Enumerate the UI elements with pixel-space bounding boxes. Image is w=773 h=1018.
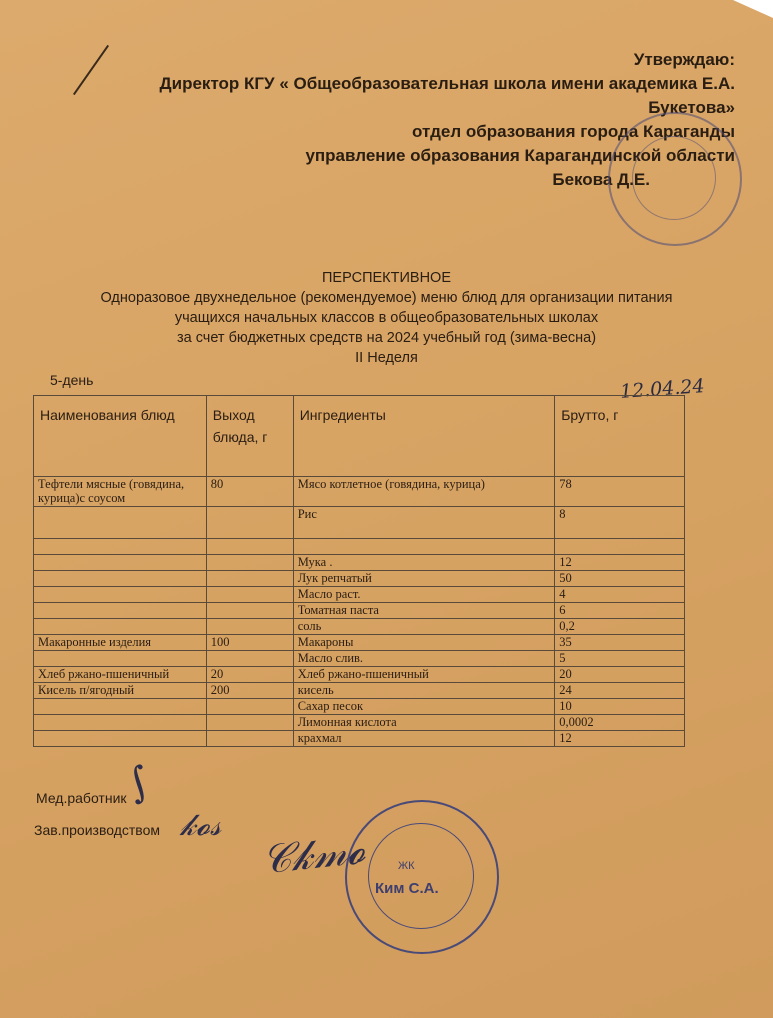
- cell-yield: 200: [206, 683, 293, 699]
- signature-production: 𝓀𝓸𝓈: [180, 808, 222, 843]
- signature-third: 𝒞𝓀𝓂𝓸: [259, 826, 368, 884]
- cell-gross: 20: [555, 667, 685, 683]
- header-dish: Наименования блюд: [34, 396, 207, 477]
- table-row: [34, 555, 685, 571]
- seal-name: Ким С.А.: [375, 880, 439, 897]
- table-row: [34, 477, 685, 507]
- table-row: [34, 699, 685, 715]
- cell-gross: 35: [555, 635, 685, 651]
- cell-dish: Хлеб ржано-пшеничный: [34, 667, 207, 683]
- cell-dish: [34, 699, 207, 715]
- cell-ingredient: Масло слив.: [293, 651, 554, 667]
- cell-gross: 24: [555, 683, 685, 699]
- approval-line: Директор КГУ « Общеобразовательная школа имени академика Е.А.: [159, 74, 735, 93]
- cell-dish: [34, 587, 207, 603]
- cell-ingredient: Лук репчатый: [293, 571, 554, 587]
- cell-ingredient: Лимонная кислота: [293, 715, 554, 731]
- table-row: [34, 603, 685, 619]
- cell-yield: [206, 651, 293, 667]
- cell-gross: 12: [555, 731, 685, 747]
- table-row: [34, 667, 685, 683]
- menu-table: [33, 395, 685, 747]
- production-head-label: Зав.производством: [34, 822, 160, 838]
- cell-ingredient: Сахар песок: [293, 699, 554, 715]
- table-row: [34, 507, 685, 539]
- cell-gross: 78: [555, 477, 685, 507]
- approval-line: Бекова Д.Е.: [552, 170, 650, 189]
- cell-yield: [206, 539, 293, 555]
- table-row: [34, 571, 685, 587]
- cell-dish: [34, 571, 207, 587]
- cell-gross: [555, 539, 685, 555]
- signature-med: ∫: [120, 757, 157, 809]
- seal-abbr: ЖК: [398, 860, 415, 872]
- table-row: [34, 715, 685, 731]
- cell-dish: [34, 731, 207, 747]
- cell-yield: [206, 619, 293, 635]
- official-seal-top-inner: [632, 136, 716, 220]
- cell-gross: 8: [555, 507, 685, 539]
- med-worker-label: Мед.работник: [36, 790, 127, 806]
- approval-line: Утверждаю:: [633, 50, 735, 69]
- cell-yield: [206, 603, 293, 619]
- week-label: II Неделя: [355, 350, 418, 366]
- official-seal-bottom-inner: [368, 823, 474, 929]
- cell-dish: [34, 603, 207, 619]
- approval-line: управление образования Карагандинской области: [305, 146, 735, 165]
- cell-yield: [206, 715, 293, 731]
- table-row: [34, 539, 685, 555]
- table-row: [34, 587, 685, 603]
- cell-yield: [206, 731, 293, 747]
- cell-gross: 50: [555, 571, 685, 587]
- cell-yield: 80: [206, 477, 293, 507]
- cell-dish: [34, 619, 207, 635]
- cell-dish: [34, 539, 207, 555]
- header-yield: Выход блюда, г: [206, 396, 293, 477]
- cell-gross: 6: [555, 603, 685, 619]
- cell-ingredient: Хлеб ржано-пшеничный: [293, 667, 554, 683]
- cell-yield: [206, 699, 293, 715]
- cell-ingredient: крахмал: [293, 731, 554, 747]
- cell-ingredient: соль: [293, 619, 554, 635]
- cell-gross: 5: [555, 651, 685, 667]
- cell-dish: Кисель п/ягодный: [34, 683, 207, 699]
- cell-ingredient: кисель: [293, 683, 554, 699]
- cell-gross: 0,0002: [555, 715, 685, 731]
- cell-ingredient: Макароны: [293, 635, 554, 651]
- handwritten-date: 12.04.24: [619, 375, 706, 403]
- cell-ingredient: [293, 539, 554, 555]
- cell-yield: [206, 587, 293, 603]
- cell-yield: 20: [206, 667, 293, 683]
- cell-ingredient: Масло раст.: [293, 587, 554, 603]
- cell-dish: [34, 507, 207, 539]
- table-row: [34, 683, 685, 699]
- approval-line: Букетова»: [648, 98, 735, 117]
- table-row: [34, 651, 685, 667]
- day-label: 5-день: [50, 372, 94, 388]
- cell-gross: 4: [555, 587, 685, 603]
- header-gross: Брутто, г: [555, 396, 685, 477]
- cell-yield: [206, 507, 293, 539]
- doc-subtitle-line: Одноразовое двухнедельное (рекомендуемое) меню блюд для организации питания: [100, 290, 673, 306]
- cell-dish: [34, 651, 207, 667]
- doc-title: ПЕРСПЕКТИВНОЕ: [322, 270, 451, 286]
- cell-gross: 0,2: [555, 619, 685, 635]
- cell-dish: [34, 555, 207, 571]
- cell-ingredient: Мука .: [293, 555, 554, 571]
- cell-yield: [206, 571, 293, 587]
- table-row: [34, 635, 685, 651]
- header-ingredients: Ингредиенты: [293, 396, 554, 477]
- cell-gross: 10: [555, 699, 685, 715]
- cell-dish: Тефтели мясные (говядина, курица)с соусом: [34, 477, 207, 507]
- table-row: [34, 619, 685, 635]
- cell-ingredient: Томатная паста: [293, 603, 554, 619]
- cell-yield: 100: [206, 635, 293, 651]
- cell-dish: [34, 715, 207, 731]
- cell-gross: 12: [555, 555, 685, 571]
- doc-subtitle-line: учащихся начальных классов в общеобразовательных школах: [174, 310, 599, 326]
- cell-dish: Макаронные изделия: [34, 635, 207, 651]
- table-row: [34, 731, 685, 747]
- cell-yield: [206, 555, 293, 571]
- page-corner: [733, 0, 773, 18]
- cell-ingredient: Рис: [293, 507, 554, 539]
- cell-ingredient: Мясо котлетное (говядина, курица): [293, 477, 554, 507]
- doc-subtitle-line: за счет бюджетных средств на 2024 учебный год (зима-весна): [176, 330, 597, 346]
- table-header-row: [34, 396, 685, 477]
- approval-line: отдел образования города Караганды: [412, 122, 735, 141]
